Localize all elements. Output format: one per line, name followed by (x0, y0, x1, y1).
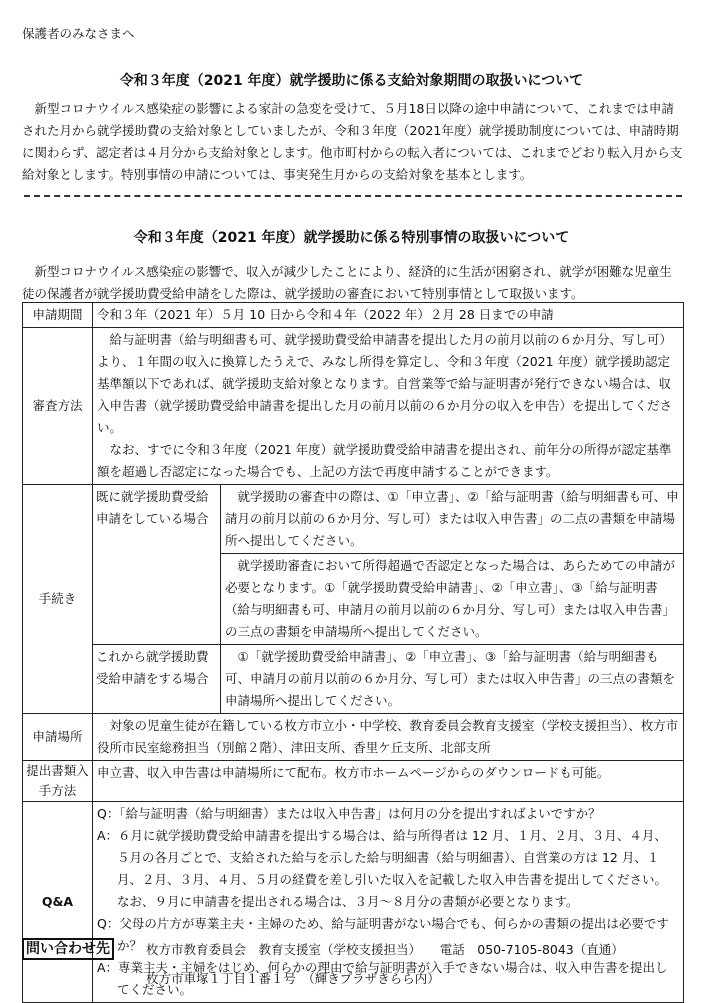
qa-answer-1: A：６月に就学援助費受給申請書を提出する場合は、給与所得者は 12 月、１月、２月、３月、４月、５月の各月ごとで、支給された給与を示した給与明細書（給与明細書）、自営業の方は 12 月、１月、２月、３月、４月、５月の経費を差し引いた収入を記載した収入申告書を提出してください。なお、９月に申請書を提出される場合は、３月～８月分の書類が必要となります。 (97, 828, 668, 909)
review-content (93, 328, 684, 485)
procedure-b-label: これから就学援助費受給申請をする場合 (93, 645, 221, 714)
forms-value: 申立書、収入申告書は申請場所にて配布。枚方市ホームページからのダウンロードも可能。 (93, 761, 684, 802)
qa-question-1: Q：「給与証明書（給与明細書）または収入申告書」は何月の分を提出すればよいですか？ (97, 806, 601, 821)
review-paragraph-2: なお、すでに令和３年度（2021 年度）就学援助費受給申請書を提出され、前年分の所得が認定基準額を超過し否認定になった場合でも、上記の方法で再度申請することができます。 (97, 442, 672, 479)
row-period (23, 303, 684, 328)
forms-label: 提出書類入手方法 (23, 761, 93, 802)
procedure-b-text: ①「就学援助費受給申請書」、②「申立書」、③「給与証明書（給与明細書も可、申請月の前月以前の６か月分、写し可）または収入申告書」の三点の書類を申請場所へ提出してください。 (221, 645, 684, 714)
qa-label: Q&A (23, 802, 93, 1003)
place-label: 申請場所 (23, 714, 93, 761)
procedure-a-label: 既に就学援助費受給申請をしている場合 (93, 485, 221, 645)
place-value: 対象の児童生徒が在籍している枚方市立小・中学校、教育委員会教育支援室（学校支援担当）、枚方市役所市民室総務担当（別館２階）、津田支所、香里ケ丘支所、北部支所 (93, 714, 684, 761)
section2-body: 新型コロナウイルス感染症の影響で、収入が減少したことにより、経済的に生活が困窮され、就学が困難な児童生徒の保護者が就学援助費受給申請をした際は、就学援助の審査において特別事情として取扱います。 (22, 264, 672, 301)
row-procedure-b (23, 645, 684, 714)
period-value: 令和３年（2021 年）５月 10 日から令和４年（2022 年）２月 28 日までの申請 (93, 303, 684, 328)
dashed-divider (24, 195, 682, 197)
procedure-a-text-1: 就学援助の審査中の際は、①「申立書」、②「給与証明書（給与明細書も可、申請月の前月以前の６か月分、写し可）または収入申告書」の二点の書類を申請場所へ提出してください。 (221, 485, 684, 554)
procedure-label: 手続き (23, 485, 93, 714)
row-procedure-a1 (23, 485, 684, 554)
qa-question-2: Q：父母の片方が専業主夫・主婦のため、給与証明書がない場合でも、何らかの書類の提出は必要ですか？ (97, 916, 669, 953)
review-paragraph-1: 給与証明書（給与明細書も可、就学援助費受給申請書を提出した月の前月以前の６か月分、写し可）より、１年間の収入に換算したうえで、みなし所得を算定し、令和３年度（2021 年度）就学援助認定基準額以下であれば、就学援助支給対象となります。自営業等で給与証明書が発行できない場合は、収入申告書（就学援助費受給申請書を提出した月の前月以前の６か月分の収入を申告）を提出してください。 (97, 332, 673, 435)
section1-title: 令和３年度（2021 年度）就学援助に係る支給対象期間の取扱いについて (119, 73, 584, 89)
review-label: 審査方法 (23, 328, 93, 485)
procedure-a-text-2: 就学援助審査において所得超過で否認定となった場合は、あらためての申請が必要となります。①「就学援助費受給申請書」、②「申立書」、③「給与証明書（給与明細書も可、申請月の前月以前の６か月分、写し可）または収入申告書」の三点の書類を申請場所へ提出してください。 (221, 554, 684, 645)
contact-line-2: 枚方市車塚１丁目１番１号 （輝きプラザきらら内） (146, 971, 440, 986)
row-review (23, 328, 684, 485)
section2-title: 令和３年度（2021 年度）就学援助に係る特別事情の取扱いについて (133, 230, 570, 246)
greeting: 保護者のみなさまへ (22, 26, 135, 41)
qa-answer-2: A：専業主夫・主婦をはじめ、何らかの理由で給与証明書が入手できない場合は、収入申告書を提出してください。 (97, 960, 668, 997)
contact-line-1: 枚方市教育委員会 教育支援室（学校支援担当） 電話 050-7105-8043（直通） (146, 942, 624, 957)
contact-label: 問い合わせ先 (22, 938, 114, 960)
row-place (23, 714, 684, 761)
info-table (22, 302, 684, 1003)
period-label: 申請期間 (23, 303, 93, 328)
row-forms (23, 761, 684, 802)
section1-body: 新型コロナウイルス感染症の影響による家計の急変を受けて、５月18日以降の途中申請について、これまでは申請された月から就学援助費の支給対象としていましたが、令和３年度（2021年度）就学援助制度については、申請時期に関わらず、認定者は４月分から支給対象とします。他市町村からの転入者については、これまでどおり転入月から支給対象とします。特別事情の申請については、事実発生月からの支給対象を基本とします。 (22, 101, 683, 182)
